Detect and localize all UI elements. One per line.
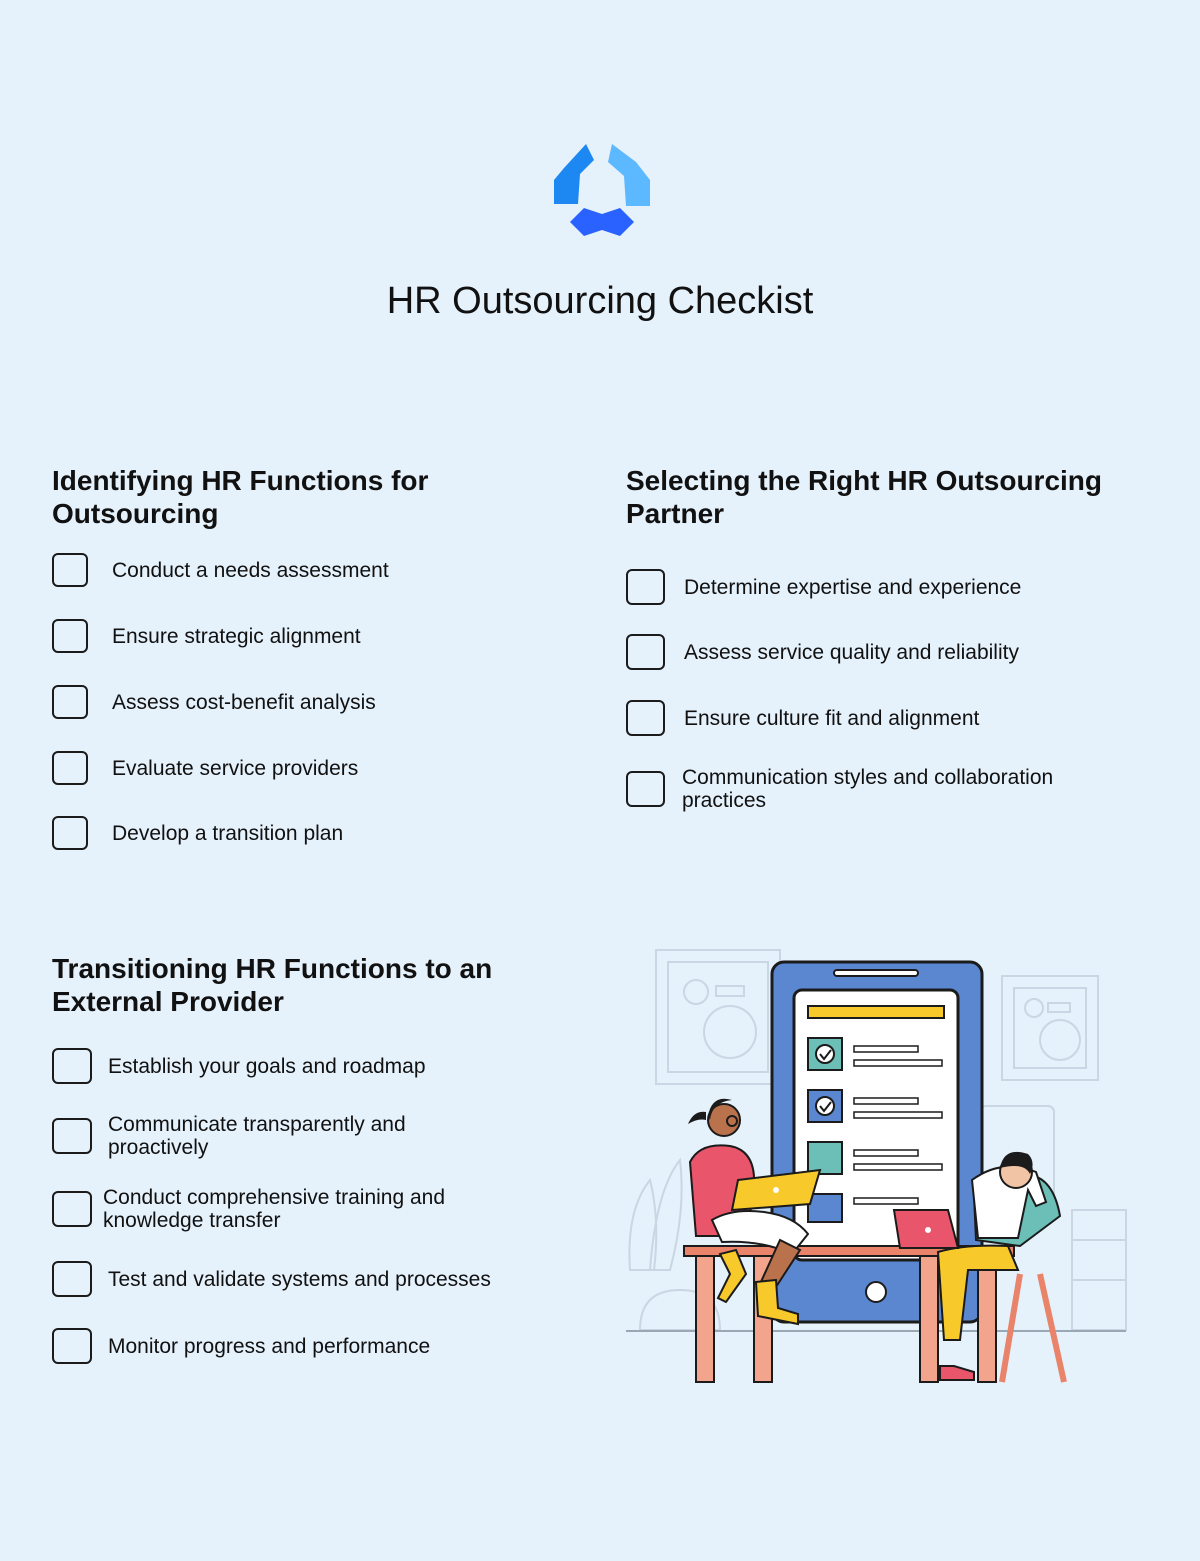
checklist-label: Ensure strategic alignment [112, 624, 361, 648]
checklist-item [52, 751, 612, 785]
checklist-label: Test and validate systems and processes [108, 1267, 491, 1291]
section-heading: Transitioning HR Functions to an External Provider [52, 953, 493, 1017]
checkbox[interactable] [626, 634, 665, 670]
checklist-item [626, 766, 1186, 812]
checklist-label: Conduct comprehensive training and knowledge transfer [103, 1186, 446, 1232]
checklist-item [52, 816, 612, 850]
checkbox[interactable] [52, 1328, 92, 1364]
page-title: HR Outsourcing Checkist [386, 280, 814, 322]
checklist-label: Assess cost-benefit analysis [112, 690, 376, 714]
checklist-label: Monitor progress and performance [108, 1334, 431, 1358]
checkbox[interactable] [52, 1191, 92, 1227]
checkbox[interactable] [52, 751, 88, 785]
checklist-label: Determine expertise and experience [684, 575, 1022, 599]
checkbox[interactable] [52, 1048, 92, 1084]
checkbox[interactable] [52, 1261, 92, 1297]
checkbox[interactable] [52, 816, 88, 850]
checklist-label: Assess service quality and reliability [684, 640, 1019, 664]
checklist-label: Conduct a needs assessment [112, 558, 389, 582]
checklist-label: Establish your goals and roadmap [108, 1054, 426, 1078]
checkbox[interactable] [626, 569, 665, 605]
checklist-item [52, 1328, 612, 1364]
checklist-item [626, 634, 1186, 670]
checkbox[interactable] [626, 700, 665, 736]
checklist-item [626, 700, 1186, 736]
checklist-label: Communicate transparently and proactively [108, 1113, 406, 1159]
checklist-label: Evaluate service providers [112, 756, 359, 780]
checklist-label: Communication styles and collaboration practices [682, 766, 1054, 812]
brand-logo [550, 140, 654, 244]
checkbox[interactable] [52, 685, 88, 719]
section-heading: Selecting the Right HR Outsourcing Partner [626, 465, 1103, 529]
checklist-item [52, 685, 612, 719]
checklist-item [626, 569, 1186, 605]
checkbox[interactable] [52, 553, 88, 587]
checklist-label: Ensure culture fit and alignment [684, 706, 980, 730]
section-heading: Identifying HR Functions for Outsourcing [52, 465, 429, 529]
checklist-illustration-icon [620, 940, 1140, 1400]
checklist-item [52, 1113, 612, 1159]
checklist-item [52, 553, 612, 587]
section-selecting [626, 464, 1166, 812]
checklist-label: Develop a transition plan [112, 821, 344, 845]
checklist-item [52, 619, 612, 653]
checkbox[interactable] [52, 1118, 92, 1154]
checkbox[interactable] [626, 771, 665, 807]
checklist-item [52, 1048, 612, 1084]
checklist-item [52, 1261, 612, 1297]
checkbox[interactable] [52, 619, 88, 653]
section-identifying [52, 464, 592, 845]
section-transitioning [52, 952, 592, 1358]
checklist-item [52, 1186, 612, 1232]
